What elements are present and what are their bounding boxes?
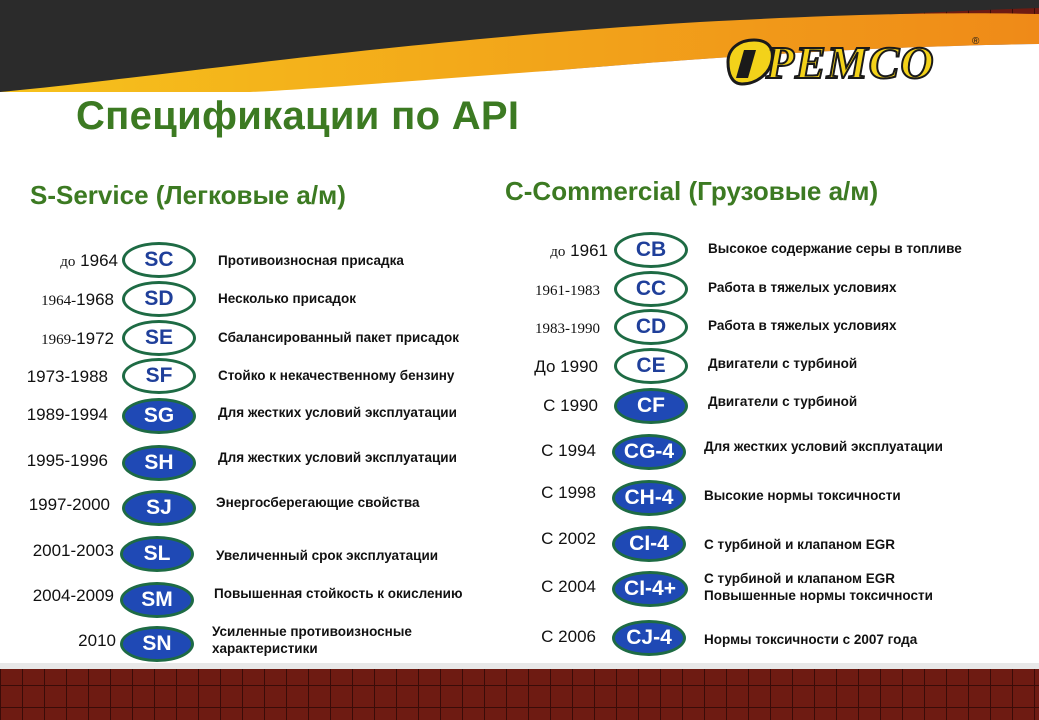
s-spec-badge-sc: SC [122,242,196,278]
c-row-desc: Высокие нормы токсичности [704,488,901,503]
s-row-desc: Для жестких условий эксплуатации [218,450,457,465]
s-row-year: 2004-2009 [32,586,114,605]
c-spec-badge-cd: CD [614,309,688,345]
page-title: Спецификации по API [76,94,520,138]
s-row-year: 1997-2000 [28,495,110,514]
s-row-year: 2010 [78,631,116,650]
s-spec-badge-sf: SF [122,358,196,394]
c-spec-badge-cf: CF [614,388,688,424]
s-spec-badge-se: SE [122,320,196,356]
s-spec-badge-sh: SH [122,445,196,481]
header-band [0,0,1039,92]
s-row-desc: Противоизносная присадка [218,253,404,268]
c-row-year: 1983-1990 [535,321,600,337]
pemco-logo [722,34,982,90]
c-row-desc: Двигатели с турбиной [708,356,858,371]
c-row-desc: Двигатели с турбиной [708,394,858,409]
c-row-year: С 2004 [541,577,596,596]
s-spec-badge-sl: SL [120,536,194,572]
s-row-year: 2001-2003 [32,541,114,560]
s-row-year: 1973-1988 [26,367,108,386]
c-row-year: С 2002 [541,529,596,548]
s-row-desc: Стойко к некачественному бензину [218,368,455,383]
s-spec-badge-sj: SJ [122,490,196,526]
c-spec-badge-cc: CC [614,271,688,307]
c-row-year: С 2006 [541,627,596,646]
s-row-year: 1969-1972 [41,329,114,348]
c-row-year: С 1998 [541,483,596,502]
s-row-desc: Энергосберегающие свойства [216,495,420,510]
s-spec-badge-sm: SM [120,582,194,618]
c-spec-badge-ce: CE [614,348,688,384]
footer-band-graphic [0,663,1039,720]
c-row-year: С 1994 [541,441,596,460]
logo-text: PEMCO [766,37,935,88]
c-spec-badge-ci-4-plus: CI-4+ [612,571,688,607]
s-row-desc: Несколько присадок [218,291,356,306]
c-row-desc: Работа в тяжелых условиях [708,280,897,295]
c-row-year: До 1990 [534,357,598,376]
s-row-year: 1964-1968 [41,290,114,309]
c-spec-badge-ch-4: CH-4 [612,480,686,516]
registered-mark: ® [972,36,980,47]
footer-band [0,663,1039,720]
c-row-year: 1961-1983 [535,283,600,299]
s-row-desc: Для жестких условий эксплуатации [218,405,457,420]
s-spec-badge-sn: SN [120,626,194,662]
c-spec-badge-cj-4: CJ-4 [612,620,686,656]
c-row-desc: С турбиной и клапаном EGR Повышенные нормы токсичности [704,571,933,603]
c-row-desc: С турбиной и клапаном EGR [704,537,896,552]
c-row-desc: Высокое содержание серы в топливе [708,241,962,256]
c-row-desc: Для жестких условий эксплуатации [704,439,943,454]
c-spec-badge-cg-4: CG-4 [612,434,686,470]
c-row-year: С 1990 [543,396,598,415]
s-service-heading: S-Service (Легковые а/м) [30,180,346,210]
s-row-desc: Повышенная стойкость к окислению [214,586,463,601]
c-spec-badge-ci-4: CI-4 [612,526,686,562]
c-commercial-heading: C-Commercial (Грузовые а/м) [505,176,879,206]
s-row-year: до 1964 [60,251,118,270]
c-row-desc: Нормы токсичности с 2007 года [704,632,918,647]
s-row-desc: Сбалансированный пакет присадок [218,330,460,345]
s-row-desc: Увеличенный срок эксплуатации [216,548,439,563]
s-spec-badge-sd: SD [122,281,196,317]
c-row-year: до 1961 [550,241,608,260]
s-row-desc: Усиленные противоизносные характеристики [212,624,412,656]
c-spec-badge-cb: CB [614,232,688,268]
s-spec-badge-sg: SG [122,398,196,434]
c-row-desc: Работа в тяжелых условиях [708,318,897,333]
s-row-year: 1995-1996 [26,451,108,470]
s-row-year: 1989-1994 [26,405,108,424]
